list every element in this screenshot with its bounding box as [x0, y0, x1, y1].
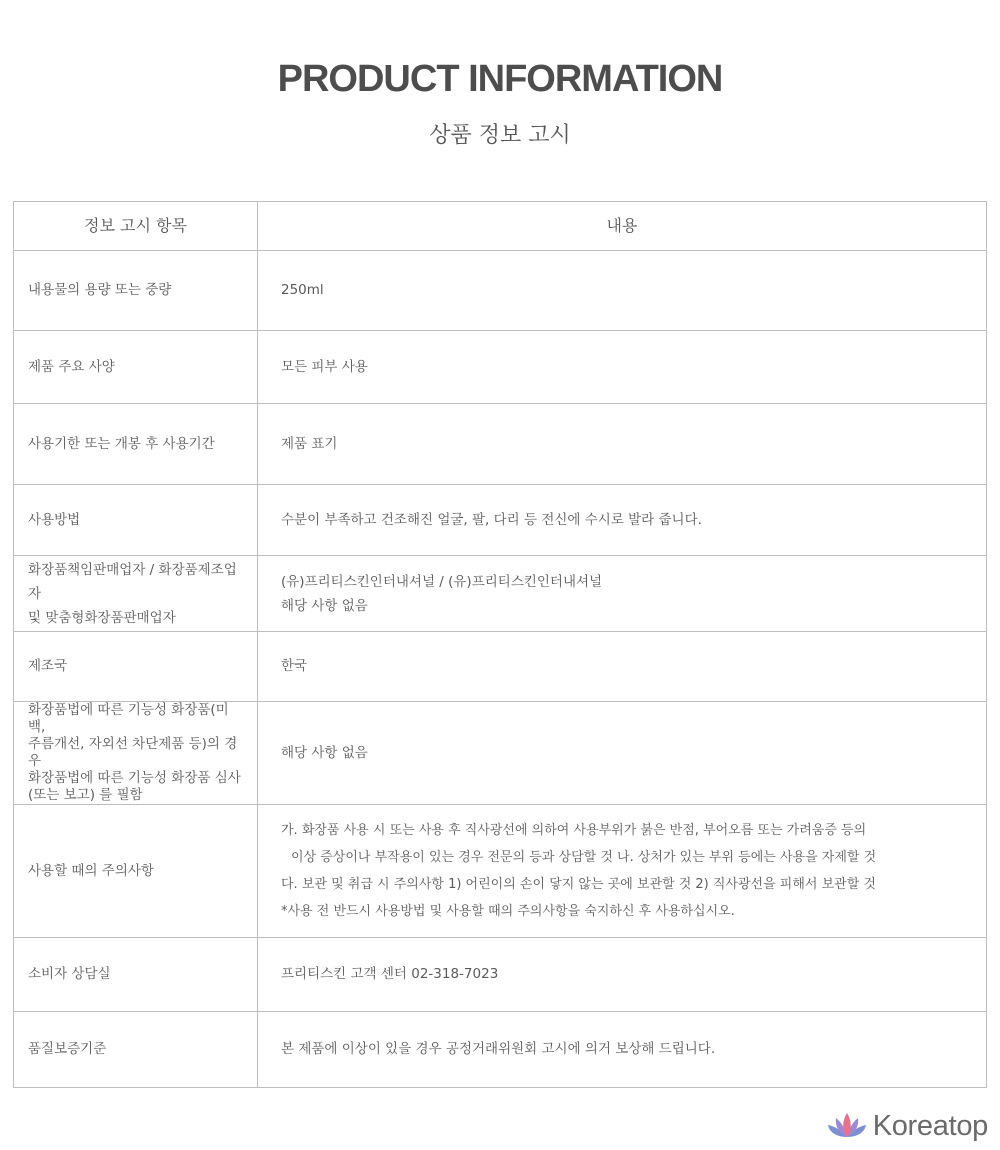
row-value	[258, 404, 987, 485]
value-line: 이상 증상이나 부작용이 있는 경우 전문의 등과 상담할 것 나. 상처가 있는 부위 등에는 사용을 자제할 것	[291, 850, 877, 865]
row-value	[258, 556, 987, 632]
value-line: (유)프리티스킨인터내셔널 / (유)프리티스킨인터내셔널	[281, 573, 603, 590]
key-line: 사용할 때의 주의사항	[28, 862, 154, 879]
key-line: 사용기한 또는 개봉 후 사용기간	[28, 435, 215, 452]
value-line: 프리티스킨 고객 센터 02-318-7023	[281, 966, 499, 983]
row-key	[14, 702, 258, 805]
value-line: 수분이 부족하고 건조해진 얼굴, 팔, 다리 등 전신에 수시로 발라 줍니다.	[281, 511, 702, 528]
table-row	[14, 938, 987, 1012]
page-title: PRODUCT INFORMATION	[277, 58, 723, 100]
value-line: 해당 사항 없음	[281, 744, 368, 761]
row-key	[14, 251, 258, 331]
page-subtitle: 상품 정보 고시	[429, 123, 571, 148]
table-row	[14, 485, 987, 556]
brand-logo	[827, 1108, 988, 1144]
row-key	[14, 485, 258, 556]
row-value	[258, 805, 987, 938]
product-info-table	[13, 201, 987, 1088]
row-key	[14, 938, 258, 1012]
row-key	[14, 1012, 258, 1088]
table-row	[14, 251, 987, 331]
value-line: 해당 사항 없음	[281, 597, 368, 614]
row-key	[14, 805, 258, 938]
row-value	[258, 938, 987, 1012]
table-row	[14, 331, 987, 404]
key-line: 화장품법에 따른 기능성 화장품(미백,	[28, 702, 229, 735]
key-line: 소비자 상담실	[28, 966, 111, 983]
table-row	[14, 632, 987, 702]
key-line: 품질보증기준	[28, 1041, 107, 1058]
row-key	[14, 632, 258, 702]
key-line: 제품 주요 사양	[28, 358, 115, 375]
table-row	[14, 404, 987, 485]
table-row	[14, 805, 987, 938]
value-line: 다. 보관 및 취급 시 주의사항 1) 어린이의 손이 닿지 않는 곳에 보관할 것 2) 직사광선을 피해서 보관할 것	[281, 877, 876, 892]
value-line: *사용 전 반드시 사용방법 및 사용할 때의 주의사항을 숙지하신 후 사용하십시오.	[281, 904, 735, 919]
row-value	[258, 251, 987, 331]
row-value	[258, 632, 987, 702]
column-header-item: 정보 고시 항목	[14, 202, 258, 251]
row-key	[14, 556, 258, 632]
row-value	[258, 1012, 987, 1088]
lotus-icon	[827, 1111, 867, 1141]
key-line: 화장품법에 따른 기능성 화장품 심사	[28, 770, 241, 786]
value-line: 제품 표기	[281, 435, 338, 452]
value-line: 본 제품에 이상이 있을 경우 공정거래위원회 고시에 의거 보상해 드립니다.	[281, 1041, 716, 1058]
row-value	[258, 702, 987, 805]
key-line: 사용방법	[28, 511, 81, 528]
table-row	[14, 702, 987, 805]
key-line: (또는 보고) 를 필함	[28, 787, 143, 803]
value-line: 250ml	[281, 282, 324, 299]
key-line: 내용물의 용량 또는 중량	[28, 282, 172, 299]
key-line: 주름개선, 자외선 차단제품 등)의 경우	[28, 736, 238, 769]
row-value	[258, 485, 987, 556]
key-line: 제조국	[28, 658, 68, 675]
column-header-content: 내용	[258, 202, 987, 251]
table-header-row	[14, 202, 987, 251]
table-row	[14, 1012, 987, 1088]
row-key	[14, 404, 258, 485]
value-line: 모든 피부 사용	[281, 358, 368, 375]
value-line: 가. 화장품 사용 시 또는 사용 후 직사광선에 의하여 사용부위가 붉은 반점, 부어오름 또는 가려움증 등의	[281, 823, 867, 838]
brand-name: Koreatop	[872, 1109, 988, 1142]
key-line: 및 맞춤형화장품판매업자	[28, 609, 176, 626]
row-value	[258, 331, 987, 404]
row-key	[14, 331, 258, 404]
table-row	[14, 556, 987, 632]
key-line: 화장품책임판매업자 / 화장품제조업자	[28, 561, 237, 602]
value-line: 한국	[281, 658, 308, 675]
